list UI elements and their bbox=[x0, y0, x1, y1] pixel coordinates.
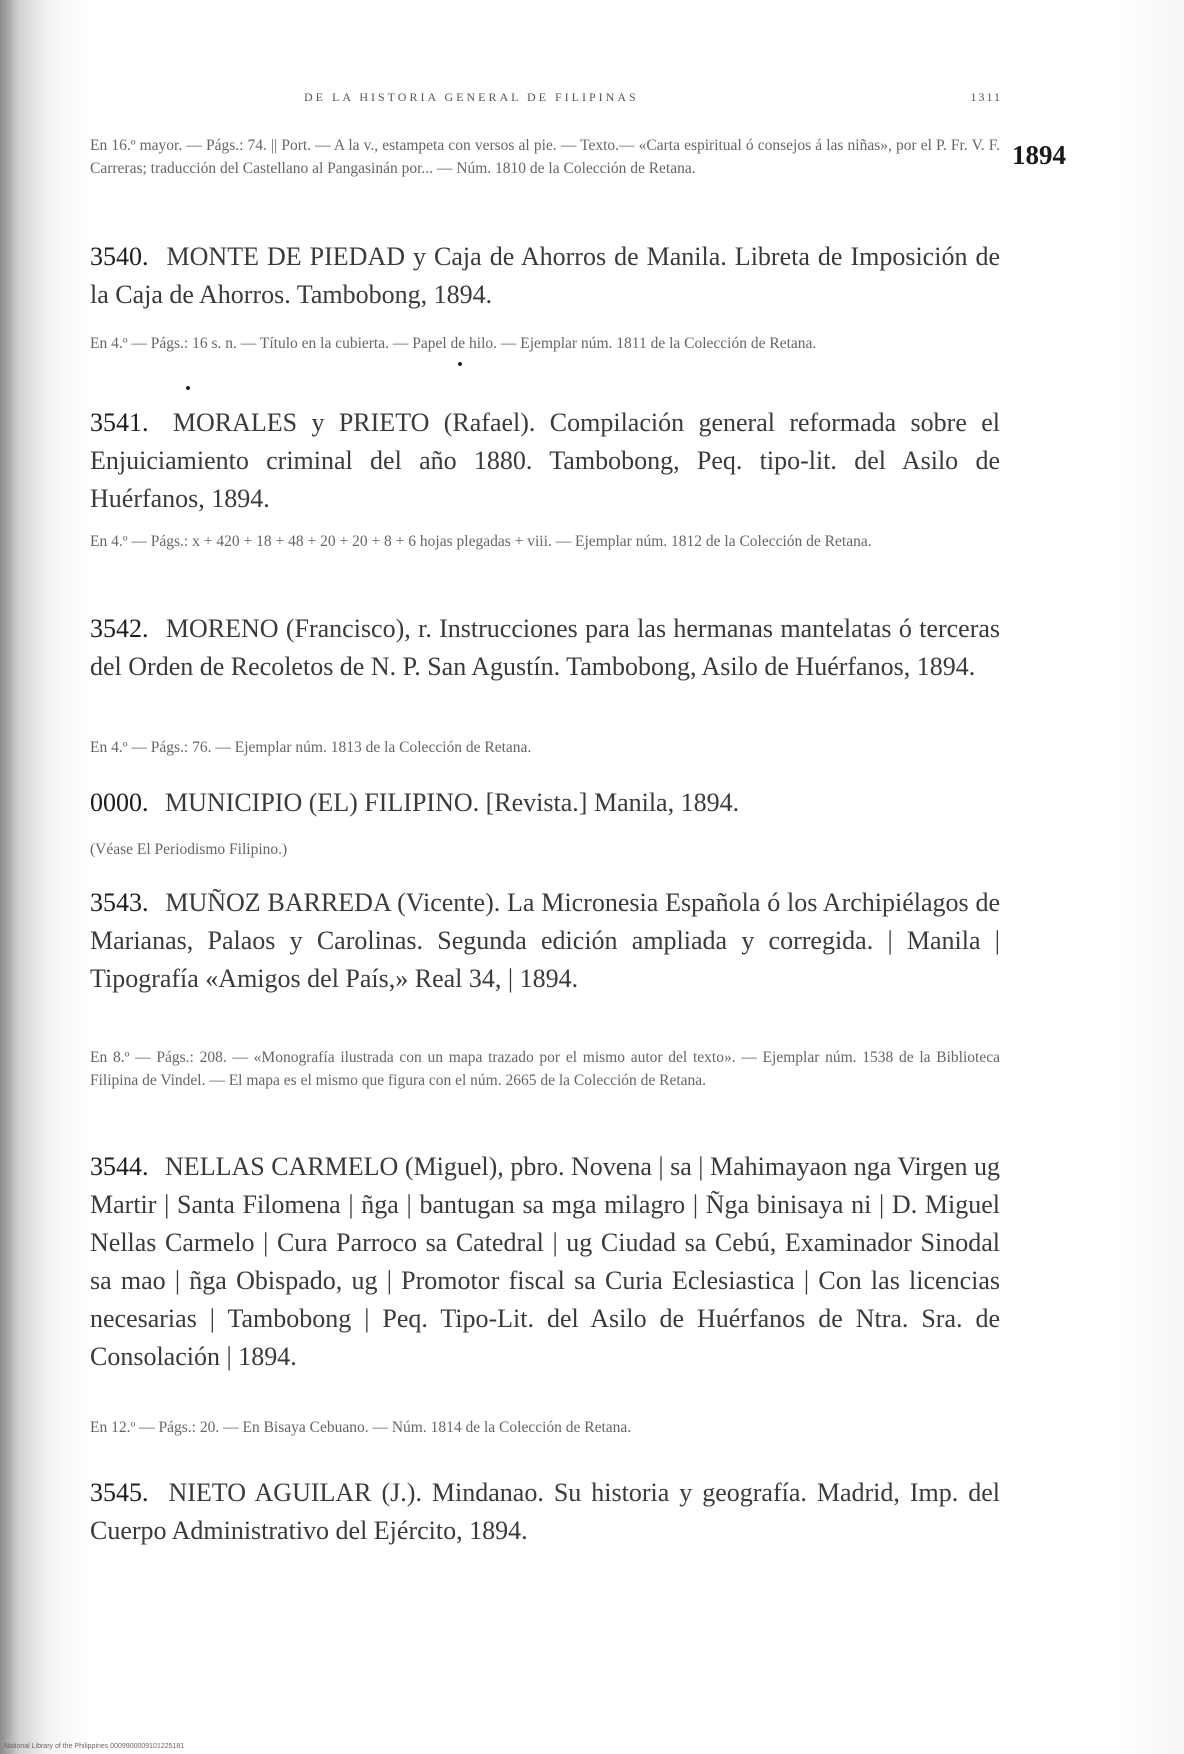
entry-3541 bbox=[90, 404, 1000, 518]
entry-lead: NELLAS CARMELO bbox=[165, 1152, 399, 1181]
entry-lead: NIETO AGUILAR bbox=[168, 1478, 372, 1507]
entry-text: (Miguel), pbro. Novena | sa | Mahimayaon nga Virgen ug Martir | Santa Filomena | ñga | bantugan sa mga milagro | Ñga binisaya ni | D. Miguel Nellas Carmelo | Cura Parroco sa Catedral | ug Ciudad sa Cebú, Examinador Sinodal sa mao | ñga Obispado, ug | Promotor fiscal sa Curia Eclesiastica | Con las licencias necesarias | Tambobong | Peq. Tipo-Lit. del Asilo de Huérfanos de Ntra. Sra. de Consolación | 1894. bbox=[90, 1152, 1001, 1371]
entry-lead: MONTE DE PIEDAD bbox=[166, 242, 405, 271]
entry-number: 3545. bbox=[90, 1478, 149, 1507]
top-note: En 16.º mayor. — Págs.: 74. || Port. — A la v., estampeta con versos al pie. — Texto.— «Carta espiritual ó consejos á las niñas», por el P. Fr. V. F. Carreras; traducción del Castellano al Pangasinán por... — Núm. 1810 de la Colección de Retana. bbox=[90, 137, 1000, 177]
entry-text: (J.). Mindanao. Su historia y geografía. Madrid, Imp. del Cuerpo Administrativo del Ejército, 1894. bbox=[90, 1478, 1001, 1545]
margin-year: 1894 bbox=[1012, 140, 1066, 170]
entry-lead: MORENO bbox=[165, 614, 279, 643]
entry-lead: MUÑOZ BARREDA bbox=[165, 888, 391, 917]
entry-text: (Vicente). La Micronesia Española ó los Archipiélagos de Marianas, Palaos y Carolinas. Segunda edición ampliada y corregida. | Manila | Tipografía «Amigos del País,» Real 34, | 1894. bbox=[90, 888, 1000, 993]
entry-text: (Francisco), r. Instrucciones para las hermanas mantelatas ó terceras del Orden de Recoletos de N. P. San Agustín. Tambobong, Asilo de Huérfanos, 1894. bbox=[90, 614, 1001, 681]
entry-note-3543: En 8.º — Págs.: 208. — «Monografía ilustrada con un mapa trazado por el mismo autor del texto». — Ejemplar núm. 1538 de la Biblioteca Filipina de Vindel. — El mapa es el mismo que figura con el núm. 2665 de la Colección de Retana. bbox=[90, 1049, 1000, 1089]
scan-footer: National Library of the Philippines 0009900009101225181 bbox=[4, 1743, 185, 1750]
entry-number: 3543. bbox=[90, 888, 149, 917]
entry-note-0000: (Véase El Periodismo Filipino.) bbox=[90, 841, 288, 858]
entry-note-3544: En 12.º — Págs.: 20. — En Bisaya Cebuano. — Núm. 1814 de la Colección de Retana. bbox=[90, 1419, 632, 1436]
entry-note-3540: En 4.º — Págs.: 16 s. n. — Título en la cubierta. — Papel de hilo. — Ejemplar núm. 1811 de la Colección de Retana. bbox=[90, 335, 817, 352]
entry-3544 bbox=[90, 1148, 1000, 1376]
entry-number: 3540. bbox=[90, 242, 149, 271]
entry-number: 0000. bbox=[90, 788, 149, 817]
entry-3540 bbox=[90, 238, 1000, 314]
entry-note-3541: En 4.º — Págs.: x + 420 + 18 + 48 + 20 + 20 + 8 + 6 hojas plegadas + viii. — Ejemplar núm. 1812 de la Colección de Retana. bbox=[90, 533, 872, 550]
ink-dot bbox=[458, 362, 462, 366]
entry-3542 bbox=[90, 610, 1000, 686]
ink-dot bbox=[186, 386, 190, 390]
entry-text: (Rafael). Compilación general reformada sobre el Enjuiciamiento criminal del año 1880. Tambobong, Peq. tipo-lit. del Asilo de Huérfanos, 1894. bbox=[90, 408, 1000, 513]
entry-0000 bbox=[90, 784, 1000, 822]
entry-number: 3544. bbox=[90, 1152, 149, 1181]
entry-text: y Caja de Ahorros de Manila. Libreta de Imposición de la Caja de Ahorros. Tambobong, 1894. bbox=[90, 242, 1001, 309]
entry-number: 3541. bbox=[90, 408, 149, 437]
entry-lead: MUNICIPIO (EL) FILIPINO. bbox=[165, 788, 480, 817]
entry-note-3542: En 4.º — Págs.: 76. — Ejemplar núm. 1813 de la Colección de Retana. bbox=[90, 739, 532, 756]
page-number: 1311 bbox=[970, 90, 1002, 104]
entry-3543 bbox=[90, 884, 1000, 998]
running-header bbox=[90, 90, 1002, 110]
entry-text: [Revista.] Manila, 1894. bbox=[485, 788, 740, 817]
entry-lead: MORALES y PRIETO bbox=[172, 408, 430, 437]
running-title: DE LA HISTORIA GENERAL DE FILIPINAS bbox=[304, 90, 639, 104]
entry-3545 bbox=[90, 1474, 1000, 1550]
entry-number: 3542. bbox=[90, 614, 149, 643]
